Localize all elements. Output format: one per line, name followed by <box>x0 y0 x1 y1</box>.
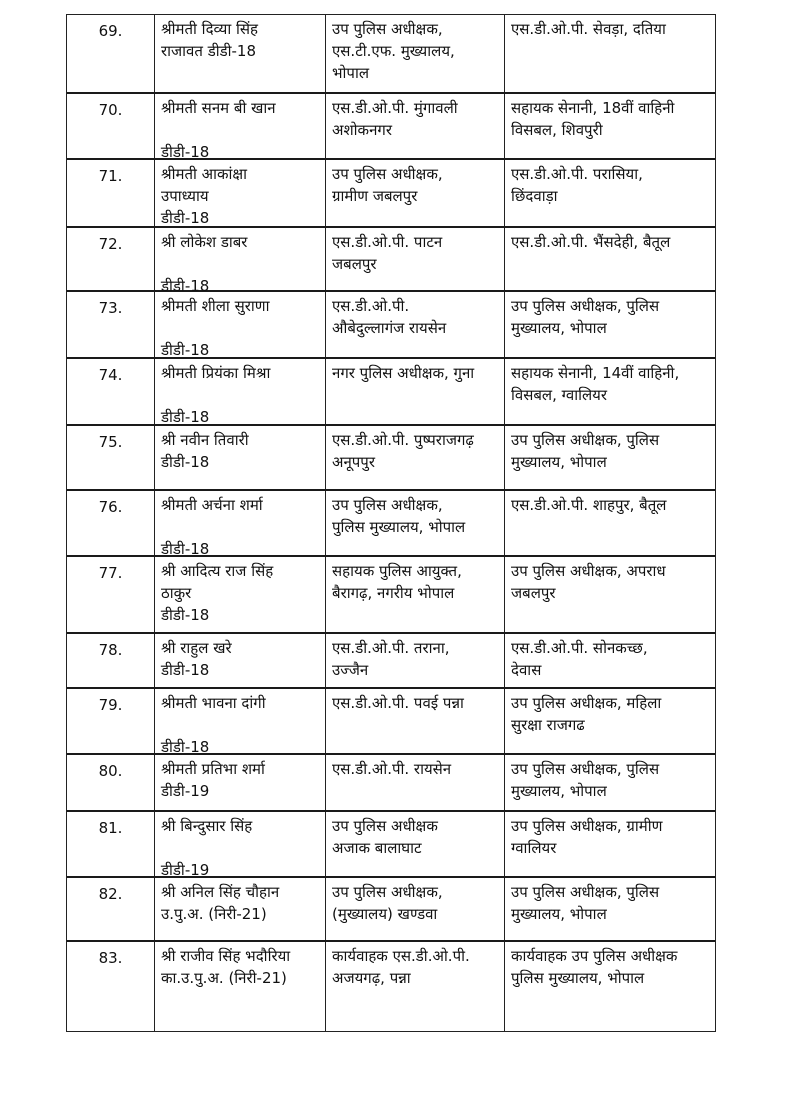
table-row <box>67 426 715 491</box>
current-posting-cell: एस.डी.ओ.पी. तराना, उज्जैन <box>325 634 504 687</box>
current-posting-cell: उप पुलिस अधीक्षक, ग्रामीण जबलपुर <box>325 160 504 226</box>
table-row <box>67 755 715 812</box>
table-row <box>67 94 715 160</box>
table-row <box>67 359 715 426</box>
officer-name-cell: श्री आदित्य राज सिंह ठाकुर डीडी-18 <box>154 557 325 632</box>
officer-name-cell: श्रीमती अर्चना शर्मा डीडी-18 <box>154 491 325 555</box>
table-row <box>67 292 715 359</box>
current-posting-cell: उप पुलिस अधीक्षक, एस.टी.एफ. मुख्यालय, भोपाल <box>325 15 504 92</box>
table-row <box>67 160 715 228</box>
new-posting-cell: सहायक सेनानी, 14वीं वाहिनी, विसबल, ग्वालियर <box>504 359 715 424</box>
current-posting-cell: नगर पुलिस अधीक्षक, गुना <box>325 359 504 424</box>
officer-name-cell: श्री नवीन तिवारी डीडी-18 <box>154 426 325 489</box>
serial-number-cell: 81. <box>98 819 123 837</box>
serial-number-cell: 82. <box>98 885 123 903</box>
current-posting-cell: एस.डी.ओ.पी. पवई पन्ना <box>325 689 504 753</box>
new-posting-cell: कार्यवाहक उप पुलिस अधीक्षक पुलिस मुख्यालय, भोपाल <box>504 942 715 1031</box>
current-posting-cell: उप पुलिस अधीक्षक अजाक बालाघाट <box>325 812 504 876</box>
table-row <box>67 878 715 942</box>
new-posting-cell: उप पुलिस अधीक्षक, पुलिस मुख्यालय, भोपाल <box>504 755 715 810</box>
officer-name-cell: श्री बिन्दुसार सिंह डीडी-19 <box>154 812 325 876</box>
serial-number-cell: 73. <box>98 299 123 317</box>
serial-number-cell: 76. <box>98 498 123 516</box>
new-posting-cell: उप पुलिस अधीक्षक, महिला सुरक्षा राजगढ <box>504 689 715 753</box>
current-posting-cell: एस.डी.ओ.पी. पुष्पराजगढ़ अनूपपुर <box>325 426 504 489</box>
serial-number-cell: 77. <box>98 564 123 582</box>
new-posting-cell: उप पुलिस अधीक्षक, पुलिस मुख्यालय, भोपाल <box>504 426 715 489</box>
officer-name-cell: श्री लोकेश डाबर डीडी-18 <box>154 228 325 290</box>
current-posting-cell: एस.डी.ओ.पी. रायसेन <box>325 755 504 810</box>
table-row <box>67 228 715 295</box>
officer-name-cell: श्रीमती शीला सुराणा डीडी-18 <box>154 292 325 357</box>
current-posting-cell: उप पुलिस अधीक्षक, (मुख्यालय) खण्डवा <box>325 878 504 940</box>
new-posting-cell: एस.डी.ओ.पी. सोनकच्छ, देवास <box>504 634 715 687</box>
table-row <box>67 689 715 755</box>
current-posting-cell: कार्यवाहक एस.डी.ओ.पी. अजयगढ़, पन्ना <box>325 942 504 1031</box>
officer-name-cell: श्रीमती दिव्या सिंह राजावत डीडी-18 <box>154 15 325 92</box>
new-posting-cell: सहायक सेनानी, 18वीं वाहिनी विसबल, शिवपुरी <box>504 94 715 158</box>
officer-name-cell: श्री राहुल खरे डीडी-18 <box>154 634 325 687</box>
new-posting-cell: उप पुलिस अधीक्षक, पुलिस मुख्यालय, भोपाल <box>504 878 715 940</box>
table-row <box>67 634 715 689</box>
new-posting-cell: एस.डी.ओ.पी. शाहपुर, बैतूल <box>504 491 715 555</box>
serial-number-cell: 71. <box>98 167 123 185</box>
table-row <box>67 557 715 634</box>
current-posting-cell: एस.डी.ओ.पी. मुंगावली अशोकनगर <box>325 94 504 158</box>
table-row <box>67 812 715 878</box>
current-posting-cell: एस.डी.ओ.पी. औबेदुल्लागंज रायसेन <box>325 292 504 357</box>
new-posting-cell: उप पुलिस अधीक्षक, अपराध जबलपुर <box>504 557 715 632</box>
serial-number-cell: 69. <box>98 22 123 40</box>
officer-name-cell: श्रीमती प्रतिभा शर्मा डीडी-19 <box>154 755 325 810</box>
officer-name-cell: श्री राजीव सिंह भदौरिया का.उ.पु.अ. (निरी-21) <box>154 942 325 1031</box>
officer-name-cell: श्रीमती सनम बी खान डीडी-18 <box>154 94 325 158</box>
serial-number-cell: 80. <box>98 762 123 780</box>
current-posting-cell: सहायक पुलिस आयुक्त, बैरागढ़, नगरीय भोपाल <box>325 557 504 632</box>
new-posting-cell: उप पुलिस अधीक्षक, ग्रामीण ग्वालियर <box>504 812 715 876</box>
officer-name-cell: श्री अनिल सिंह चौहान उ.पु.अ. (निरी-21) <box>154 878 325 940</box>
current-posting-cell: एस.डी.ओ.पी. पाटन जबलपुर <box>325 228 504 290</box>
new-posting-cell: उप पुलिस अधीक्षक, पुलिस मुख्यालय, भोपाल <box>504 292 715 357</box>
serial-number-cell: 83. <box>98 949 123 967</box>
serial-number-cell: 74. <box>98 366 123 384</box>
officer-name-cell: श्रीमती प्रियंका मिश्रा डीडी-18 <box>154 359 325 424</box>
serial-number-cell: 70. <box>98 101 123 119</box>
serial-number-cell: 79. <box>98 696 123 714</box>
new-posting-cell: एस.डी.ओ.पी. भैंसदेही, बैतूल <box>504 228 715 290</box>
serial-number-cell: 72. <box>98 235 123 253</box>
officer-name-cell: श्रीमती भावना दांगी डीडी-18 <box>154 689 325 753</box>
serial-number-cell: 78. <box>98 641 123 659</box>
transfer-table <box>66 14 716 1032</box>
new-posting-cell: एस.डी.ओ.पी. सेवड़ा, दतिया <box>504 15 715 92</box>
table-row <box>67 15 715 94</box>
current-posting-cell: उप पुलिस अधीक्षक, पुलिस मुख्यालय, भोपाल <box>325 491 504 555</box>
new-posting-cell: एस.डी.ओ.पी. परासिया, छिंदवाड़ा <box>504 160 715 226</box>
table-row <box>67 942 715 1031</box>
serial-number-cell: 75. <box>98 433 123 451</box>
officer-name-cell: श्रीमती आकांक्षा उपाध्याय डीडी-18 <box>154 160 325 226</box>
table-row <box>67 491 715 557</box>
